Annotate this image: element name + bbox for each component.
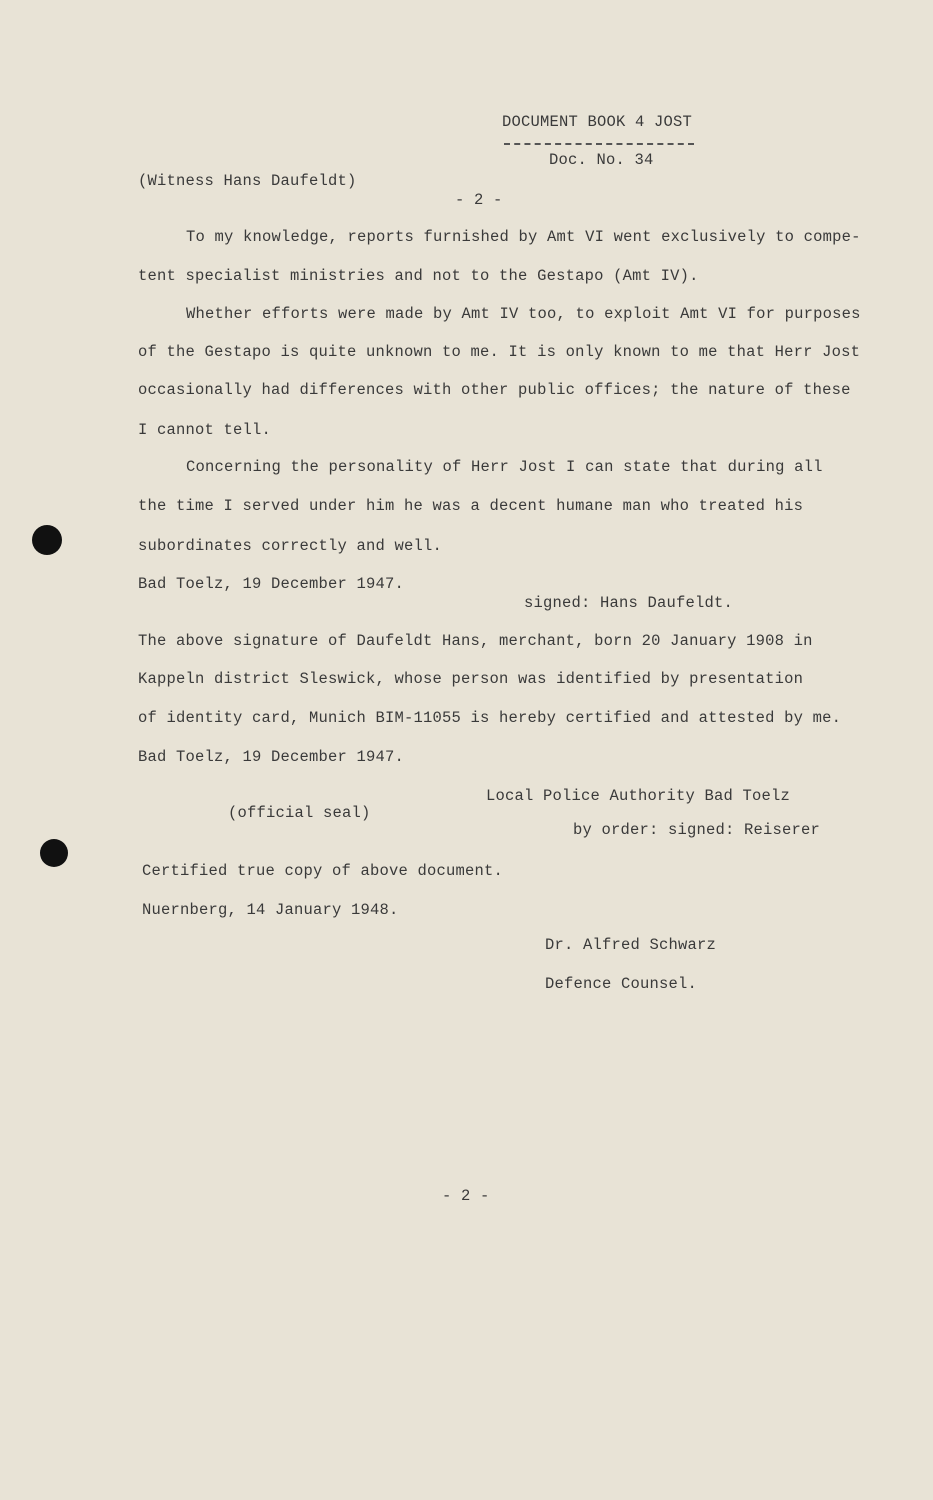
body-line-9: subordinates correctly and well. (138, 537, 443, 555)
page-marker-bottom: - 2 - (442, 1187, 490, 1205)
body-line-8: the time I served under him he was a decent humane man who treated his (138, 497, 804, 515)
page-marker-top: - 2 - (455, 191, 503, 209)
place-date-1: Bad Toelz, 19 December 1947. (138, 575, 405, 593)
place-date-2: Nuernberg, 14 January 1948. (142, 901, 399, 919)
witness-line: (Witness Hans Daufeldt) (138, 172, 357, 190)
punch-hole-upper (32, 525, 62, 555)
certification-line-1: The above signature of Daufeldt Hans, merchant, born 20 January 1908 in (138, 632, 813, 650)
doc-number: Doc. No. 34 (549, 151, 654, 169)
body-line-7: Concerning the personality of Herr Jost I can state that during all (186, 458, 823, 476)
body-line-3: Whether efforts were made by Amt IV too, to exploit Amt VI for purposes (186, 305, 861, 323)
signed-line: signed: Hans Daufeldt. (524, 594, 734, 612)
body-line-5: occasionally had differences with other public offices; the nature of these (138, 381, 851, 399)
body-line-2: tent specialist ministries and not to the Gestapo (Amt IV). (138, 267, 699, 285)
heading-underline (504, 143, 694, 145)
body-line-6: I cannot tell. (138, 421, 272, 439)
counsel-title: Defence Counsel. (545, 975, 698, 993)
certification-line-2: Kappeln district Sleswick, whose person was identified by presentation (138, 670, 804, 688)
certified-copy: Certified true copy of above document. (142, 862, 504, 880)
document-book-heading: DOCUMENT BOOK 4 JOST (502, 113, 693, 131)
punch-hole-lower (40, 839, 68, 867)
counsel-name: Dr. Alfred Schwarz (545, 936, 717, 954)
certification-line-3: of identity card, Munich BIM-11055 is hereby certified and attested by me. (138, 709, 842, 727)
official-seal: (official seal) (228, 804, 371, 822)
police-authority: Local Police Authority Bad Toelz (486, 787, 791, 805)
certification-line-4: Bad Toelz, 19 December 1947. (138, 748, 405, 766)
body-line-1: To my knowledge, reports furnished by Amt VI went exclusively to compe- (186, 228, 861, 246)
by-order-signature: by order: signed: Reiserer (573, 821, 821, 839)
body-line-4: of the Gestapo is quite unknown to me. It is only known to me that Herr Jost (138, 343, 861, 361)
